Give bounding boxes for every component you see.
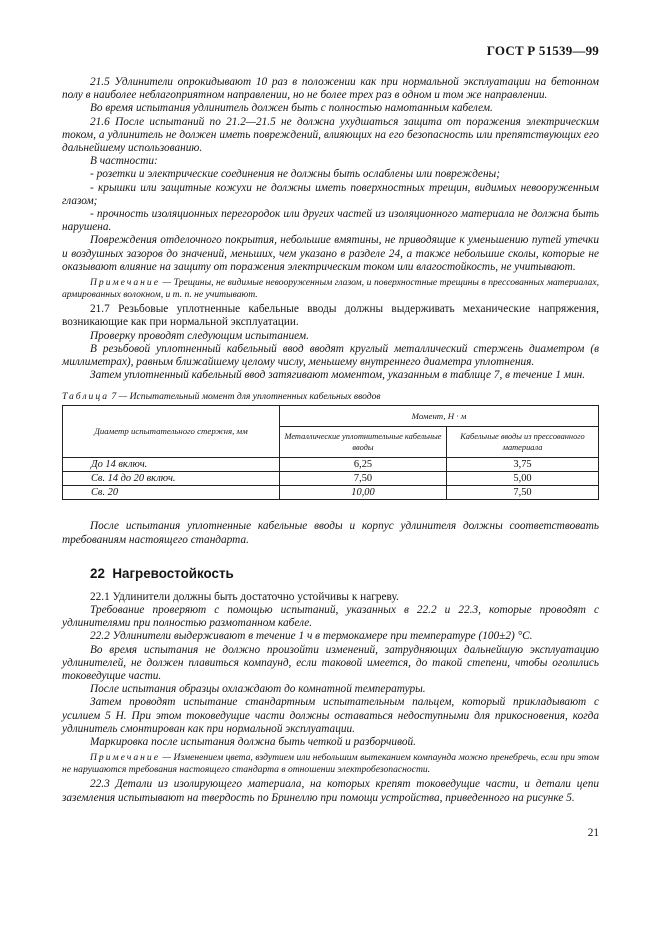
list-item: - крышки или защитные кожухи не должны иметь поверхностных трещин, видимых невооруженным глазом; [62,181,599,207]
table-caption [62,391,599,402]
table-header-diameter: Диаметр испытательного стержня, мм [63,406,280,458]
table-header-plastic: Кабельные вводы из прессованного материала [447,427,599,458]
table-header-metal: Металлические уплотнительные кабельные вводы [280,427,447,458]
paragraph: Затем уплотненный кабельный ввод затягивают моментом, указанным в таблице 7, в течение 1 мин. [90,369,586,382]
note-1 [62,277,599,300]
table-cell-metal: 6,25 [280,458,447,472]
section-title: Нагревостойкость [112,565,234,581]
table-caption-text: 7 — Испытательный момент для уплотненных кабельных вводов [109,391,381,403]
table-cell-diameter: До 14 включ. [63,458,280,472]
table-cell-diameter: Св. 20 [63,486,280,500]
table-row [63,472,599,486]
table-row [63,486,599,500]
paragraph-21-7: 21.7 Резьбовые уплотненные кабельные вводы должны выдерживать механические напряжения, возникающие как при нормальной эксплуатации. [62,303,599,329]
table-header-torque: Момент, Н · м [280,406,599,427]
paragraph-22-1: 22.1 Удлинители должны быть достаточно устойчивы к нагреву. [90,590,399,603]
paragraph-22-3: 22.3 Детали из изолирующего материала, на которых крепят токоведущие части, и детали цепи заземления испытывают на твердость по Бринеллю при помощи устройства, приведенного на рисунке 5. [62,778,599,804]
page-number: 21 [587,827,599,839]
table-row [63,458,599,472]
list-item: - розетки и электрические соединения не должны быть ослаблены или повреждены; [90,168,500,181]
note-2 [62,752,599,775]
document-header: ГОСТ Р 51539—99 [486,43,599,58]
paragraph-22-2: 22.2 Удлинители выдерживают в течение 1 ч в термокамере при температуре (100±2) °С. [90,630,533,643]
paragraph: Во время испытания не должно произойти изменений, затрудняющих дальнейшую эксплуатацию удлинителей, не должен плавиться компаунд, если таковой имеется, до такой степени, чтобы оголились токоведущие части. [62,643,599,683]
note-label: Примечание [90,752,160,764]
paragraph-21-5: 21.5 Удлинители опрокидывают 10 раз в положении как при нормальной эксплуатации на бетонном полу в наиболее неблагоприятном направлении, но не более трех раз в одном и том же направлении. [62,76,599,102]
section-number: 22 [90,565,105,581]
section-heading [90,566,599,581]
paragraph: В частности: [90,155,158,168]
table-cell-plastic: 5,00 [447,472,599,486]
paragraph: В резьбовой уплотненный кабельный ввод вводят круглый металлический стержень диаметром (в миллиметрах), равным ближайшему целому числу, меньшему внутреннего диаметра уплотнения. [62,342,599,369]
paragraph: Требование проверяют с помощью испытаний, указанных в 22.2 и 22.3, которые проводят с удлинителями при полностью размотанном кабеле. [62,604,599,630]
paragraph: Проверку проводят следующим испытанием. [90,329,309,342]
table-caption-label: Таблица [62,391,110,403]
page-content [62,76,599,805]
paragraph: Повреждения отделочного покрытия, небольшие вмятины, не приводящие к уменьшению путей утечки и воздушных зазоров до значений, меньших, чем указано в разделе 24, а также небольшие сколы, которые не оказывают влияние на защиту от поражения электрическим током или влагостойкость, не учитывают. [62,234,599,273]
paragraph: Во время испытания удлинитель должен быть с полностью намотанным кабелем. [90,102,493,115]
torque-table [62,405,599,500]
note-text: — Изменением цвета, вздутием или небольшим вытеканием компаунда можно пренебречь, если при этом не нарушаются требования настоящего стандарта в отношении электробезопасности. [62,752,599,775]
paragraph-after-table: После испытания уплотненные кабельные вводы и корпус удлинителя должны соответствовать требованиям настоящего стандарта. [62,520,599,546]
table-cell-diameter: Св. 14 до 20 включ. [63,472,280,486]
list-item: - прочность изоляционных перегородок или других частей из изоляционного материала не должна быть нарушена. [62,208,599,234]
table-cell-plastic: 7,50 [447,486,599,500]
paragraph: После испытания образцы охлаждают до комнатной температуры. [90,683,426,696]
paragraph: Маркировка после испытания должна быть четкой и разборчивой. [90,736,416,749]
paragraph-21-6: 21.6 После испытаний по 21.2—21.5 не должна ухудшаться защита от поражения электрическим током, а удлинитель не должен иметь повреждений, влияющих на его безопасность или препятствующих его дальнейшему использованию. [62,115,599,155]
paragraph: Затем проводят испытание стандартным испытательным пальцем, который прикладывают с усилием 5 Н. При этом токоведущие части должны оставаться недоступными для прикосновения, когда удлинитель смонтирован как при нормальной эксплуатации. [62,696,599,735]
note-text: — Трещины, не видимые невооруженным глазом, и поверхностные трещины в прессованных материалах, армированных волокном, и т. п. не учитывают. [62,277,599,300]
table-cell-metal: 10,00 [280,486,447,500]
note-label: Примечание [90,277,160,289]
table-cell-plastic: 3,75 [447,458,599,472]
table-cell-metal: 7,50 [280,472,447,486]
